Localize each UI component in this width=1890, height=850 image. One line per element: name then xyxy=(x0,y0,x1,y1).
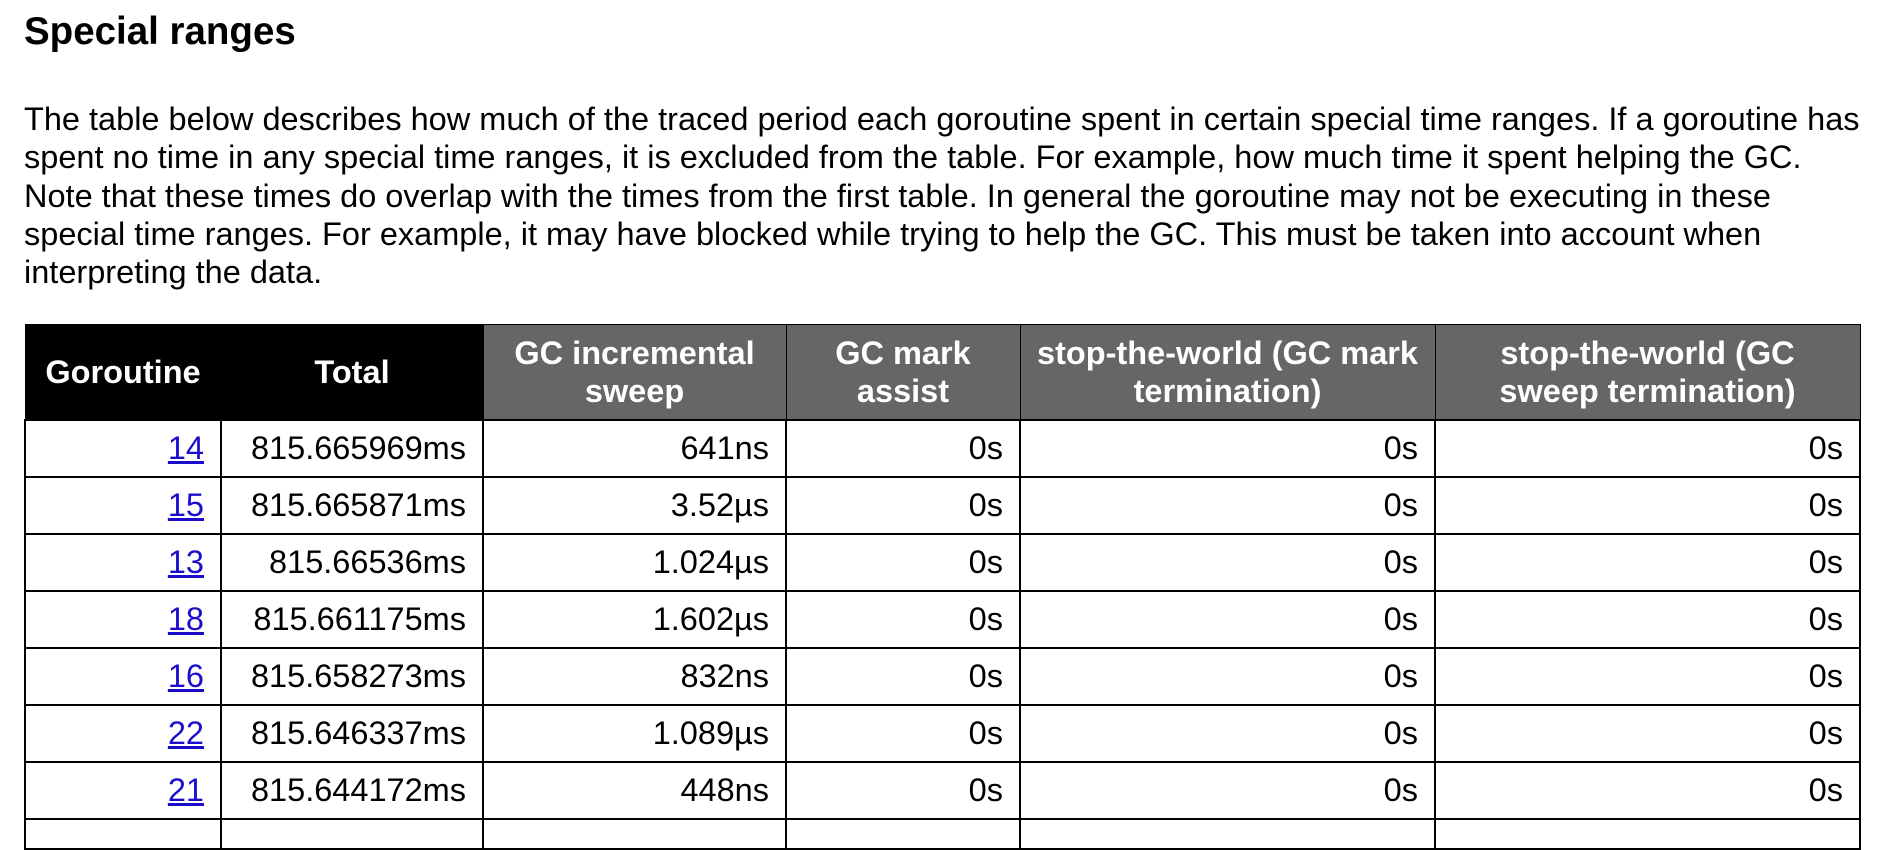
stw-mark-term-cell: 0s xyxy=(1020,420,1435,477)
gc-sweep-cell: 1.024µs xyxy=(483,534,786,591)
goroutine-link[interactable]: 15 xyxy=(167,486,204,523)
total-cell: 815.66536ms xyxy=(221,534,483,591)
goroutine-cell xyxy=(25,534,221,591)
total-cell: 815.658273ms xyxy=(221,648,483,705)
stw-mark-term-cell: 0s xyxy=(1020,591,1435,648)
goroutine-link[interactable]: 22 xyxy=(167,714,204,751)
stw-sweep-term-cell: 0s xyxy=(1435,591,1860,648)
special-ranges-table xyxy=(24,324,1861,850)
stw-sweep-term-cell: 0s xyxy=(1435,534,1860,591)
gc-sweep-cell: 641ns xyxy=(483,420,786,477)
total-cell: 815.646337ms xyxy=(221,705,483,762)
table-row xyxy=(25,648,1860,705)
gc-mark-assist-cell: 0s xyxy=(786,534,1020,591)
stw-sweep-term-cell: 0s xyxy=(1435,762,1860,819)
stw-sweep-term-cell: 0s xyxy=(1435,648,1860,705)
gc-mark-assist-cell: 0s xyxy=(786,762,1020,819)
gc-mark-assist-cell: 0s xyxy=(786,648,1020,705)
table-row xyxy=(25,420,1860,477)
gc-mark-assist-cell: 0s xyxy=(786,591,1020,648)
special-ranges-section xyxy=(24,0,1869,808)
goroutine-cell xyxy=(25,591,221,648)
total-cell: 815.661175ms xyxy=(221,591,483,648)
stw-sweep-term-cell: 0s xyxy=(1435,477,1860,534)
gc-sweep-cell xyxy=(483,819,786,849)
total-cell: 815.644172ms xyxy=(221,762,483,819)
gc-mark-assist-cell: 0s xyxy=(786,420,1020,477)
total-cell: 815.665969ms xyxy=(221,420,483,477)
stw-mark-term-cell: 0s xyxy=(1020,762,1435,819)
header-goroutine[interactable]: Goroutine xyxy=(25,325,221,420)
goroutine-link[interactable]: 18 xyxy=(167,600,204,637)
stw-sweep-term-cell: 0s xyxy=(1435,705,1860,762)
total-cell: 815.665871ms xyxy=(221,477,483,534)
goroutine-cell xyxy=(25,420,221,477)
stw-sweep-term-cell xyxy=(1435,819,1860,849)
stw-mark-term-cell: 0s xyxy=(1020,477,1435,534)
gc-sweep-cell: 1.089µs xyxy=(483,705,786,762)
stw-mark-term-cell: 0s xyxy=(1020,534,1435,591)
gc-sweep-cell: 832ns xyxy=(483,648,786,705)
header-total[interactable]: Total xyxy=(221,325,483,420)
gc-sweep-cell: 3.52µs xyxy=(483,477,786,534)
header-gc-mark-assist[interactable]: GC mark assist xyxy=(786,325,1020,420)
goroutine-cell xyxy=(25,477,221,534)
table-row xyxy=(25,705,1860,762)
goroutine-cell xyxy=(25,648,221,705)
goroutine-link[interactable]: 21 xyxy=(167,771,204,808)
stw-sweep-term-cell: 0s xyxy=(1435,420,1860,477)
table-header-row xyxy=(25,325,1860,420)
header-stw-mark-termination[interactable]: stop-the-world (GC mark termination) xyxy=(1020,325,1435,420)
gc-sweep-cell: 448ns xyxy=(483,762,786,819)
goroutine-cell xyxy=(25,705,221,762)
total-cell xyxy=(221,819,483,849)
stw-mark-term-cell: 0s xyxy=(1020,648,1435,705)
goroutine-link[interactable]: 13 xyxy=(167,543,204,580)
header-gc-incremental-sweep[interactable]: GC incremental sweep xyxy=(483,325,786,420)
section-title: Special ranges xyxy=(24,10,296,53)
goroutine-cell xyxy=(25,762,221,819)
goroutine-link[interactable]: 14 xyxy=(167,429,204,466)
table-row xyxy=(25,762,1860,819)
gc-mark-assist-cell: 0s xyxy=(786,705,1020,762)
stw-mark-term-cell: 0s xyxy=(1020,705,1435,762)
table-row xyxy=(25,591,1860,648)
table-row xyxy=(25,534,1860,591)
section-description: The table below describes how much of the traced period each goroutine spent in certain special time ranges. If a goroutine has spent no time in any special time ranges, it is excluded from the table. For example, how much time it spent helping the GC. Note that these times do overlap with the times from the first table. In general the goroutine may not be executing in these special time ranges. For example, it may have blocked while trying to help the GC. This must be taken into account when interpreting the data. xyxy=(24,101,1860,291)
gc-sweep-cell: 1.602µs xyxy=(483,591,786,648)
header-stw-sweep-termination[interactable]: stop-the-world (GC sweep termination) xyxy=(1435,325,1860,420)
table-row xyxy=(25,477,1860,534)
goroutine-cell xyxy=(25,819,221,849)
goroutine-link[interactable]: 16 xyxy=(167,657,204,694)
gc-mark-assist-cell: 0s xyxy=(786,477,1020,534)
gc-mark-assist-cell xyxy=(786,819,1020,849)
stw-mark-term-cell xyxy=(1020,819,1435,849)
table-row-partial xyxy=(25,819,1860,849)
